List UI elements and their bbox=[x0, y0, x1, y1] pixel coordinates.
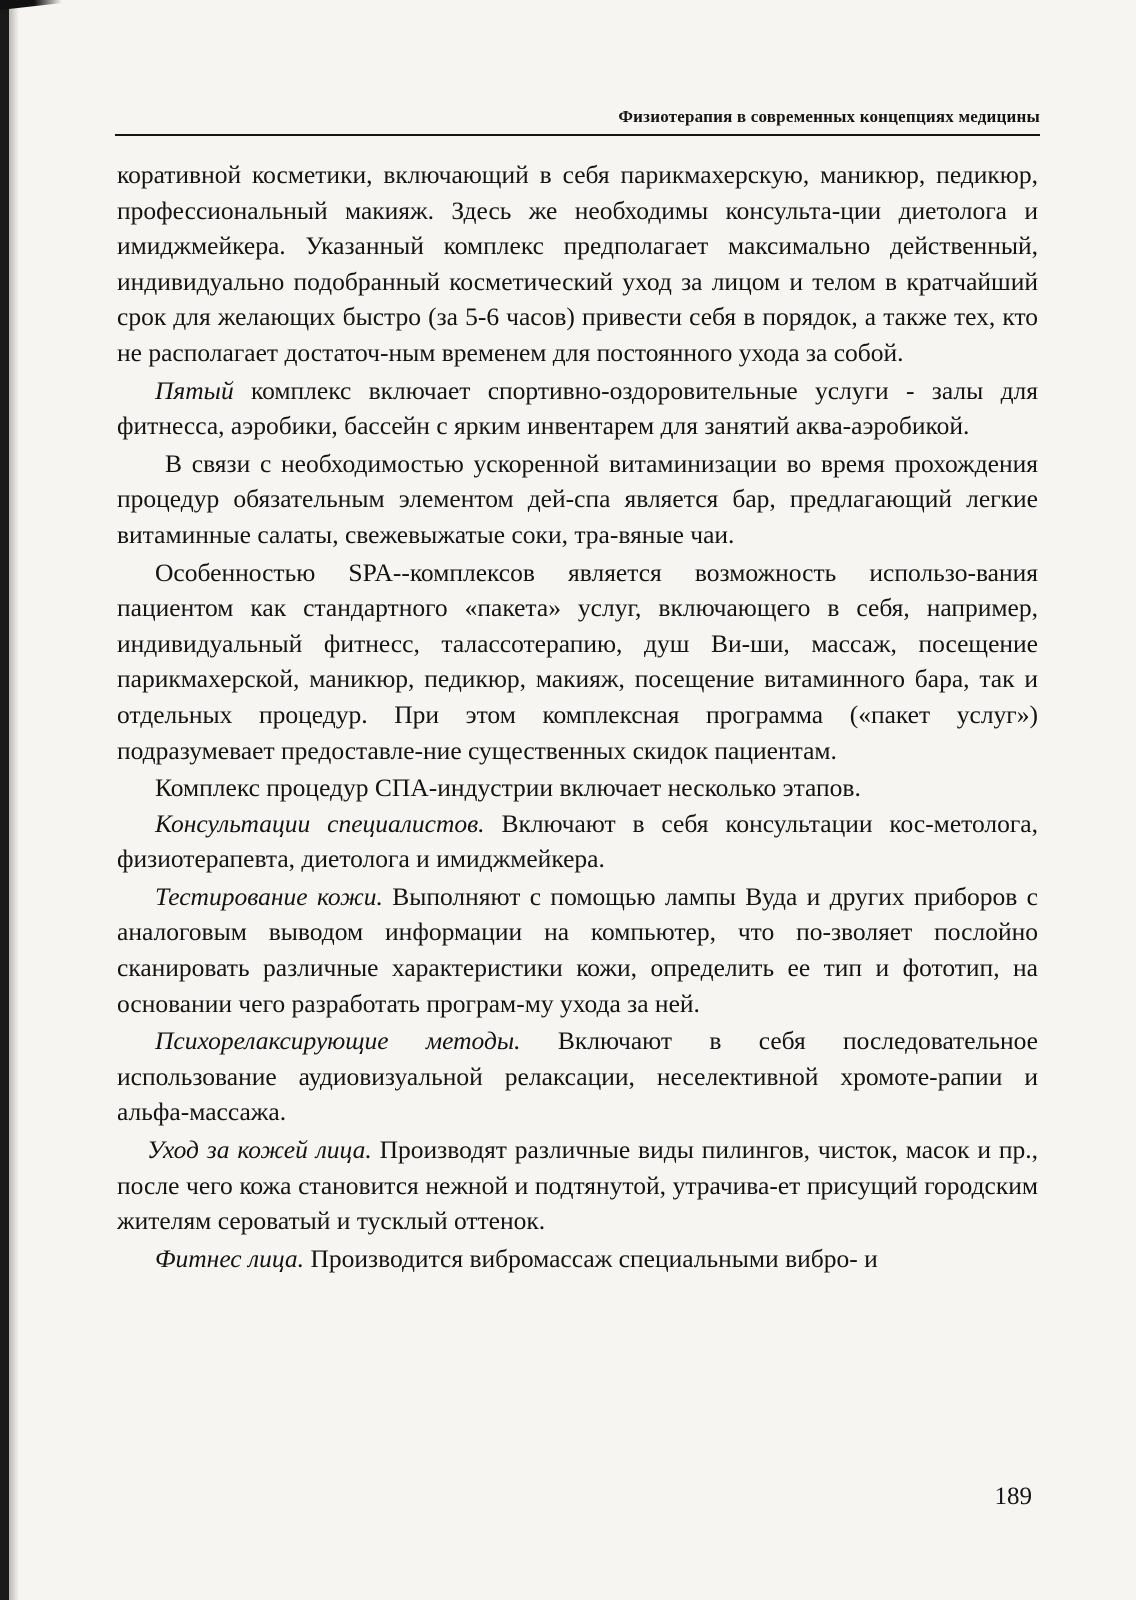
paragraph-4 bbox=[117, 555, 1038, 769]
paragraph-5 bbox=[117, 770, 1038, 806]
paragraph-10 bbox=[117, 1241, 1038, 1277]
corner-mark bbox=[0, 0, 62, 10]
paragraph-lead: Психорелаксирующие методы. bbox=[155, 1026, 521, 1056]
paragraph-lead: Пятый bbox=[155, 375, 234, 405]
paragraph-2 bbox=[117, 373, 1038, 444]
paragraph-text: Комплекс процедур СПА-индустрии включает несколько этапов. bbox=[155, 773, 861, 803]
paragraph-text: Особенностью SPA--комплексов является возможность использо-вания пациентом как стандартного «пакета» услуг, включающего в себя, например, индивидуальный фитнесс, талассотерапию, душ Ви-ши, массаж, посещение парикмахерской, маникюр, педикюр, макияж, посещение витаминного бара, так и отдельных процедур. При этом комплексная программа («пакет услуг») подразумевает предоставле-ние существенных скидок пациентам. bbox=[117, 557, 1038, 765]
page-number: 189 bbox=[994, 1483, 1032, 1510]
paragraph-3 bbox=[117, 446, 1038, 553]
paragraph-lead: Консультации специалистов. bbox=[155, 808, 485, 838]
paragraph-lead: Фитнес лица. bbox=[155, 1243, 305, 1273]
paragraph-text: Включают в себя консультации кос-метолога, физиотерапевта, диетолога и имиджмейкера. bbox=[117, 808, 1038, 874]
book-spine-edge bbox=[0, 0, 9, 1600]
spine-shadow bbox=[9, 0, 19, 1600]
paragraph-lead: Уход за кожей лица. bbox=[147, 1135, 372, 1165]
paragraph-lead: Тестирование кожи. bbox=[155, 881, 383, 911]
paragraph-text: коративной косметики, включающий в себя парикмахерскую, маникюр, педикюр, профессиональный макияж. Здесь же необходимы консульта-ции диетолога и имиджмейкера. Указанный комплекс предполагает максимально действенный, индивидуально подобранный косметический уход за лицом и телом в кратчайший срок для желающих быстро (за 5-6 часов) привести себя в порядок, а также тех, кто не располагает достаточ-ным временем для постоянного ухода за собой. bbox=[117, 160, 1038, 367]
paragraph-text: Включают в себя последовательное использование аудиовизуальной релаксации, неселективной хромоте-рапии и альфа-массажа. bbox=[117, 1026, 1038, 1127]
paragraph-text: комплекс включает спортивно-оздоровительные услуги - залы для фитнесса, аэробики, бассейн с ярким инвентарем для занятий аква-аэробикой. bbox=[117, 375, 1038, 441]
paragraph-text: В связи с необходимостью ускоренной витаминизации во время прохождения процедур обязательным элементом дей-спа является бар, предлагающий легкие витаминные салаты, свежевыжатые соки, тра-вяные чаи. bbox=[117, 448, 1038, 549]
paragraph-1 bbox=[117, 157, 1038, 371]
paragraph-8 bbox=[117, 1023, 1038, 1130]
paragraph-text: Производят различные виды пилингов, чисток, масок и пр., после чего кожа становится нежной и подтянутой, утрачива-ет присущий городским жителям сероватый и тусклый оттенок. bbox=[117, 1135, 1038, 1236]
paragraph-7 bbox=[117, 879, 1038, 1021]
paragraph-text: Выполняют с помощью лампы Вуда и других приборов с аналоговым выводом информации на компьютер, что по-зволяет послойно сканировать различные характеристики кожи, определить ее тип и фототип, на основании чего разработать програм-му ухода за ней. bbox=[117, 881, 1038, 1018]
page-body bbox=[117, 157, 1038, 1276]
paragraph-6 bbox=[117, 806, 1038, 877]
paragraph-text: Производится вибромассаж специальными вибро- и bbox=[304, 1243, 878, 1273]
running-header: Физиотерапия в современных концепциях медицины bbox=[618, 107, 1040, 126]
paragraph-9 bbox=[117, 1132, 1038, 1239]
header-rule bbox=[115, 134, 1040, 136]
